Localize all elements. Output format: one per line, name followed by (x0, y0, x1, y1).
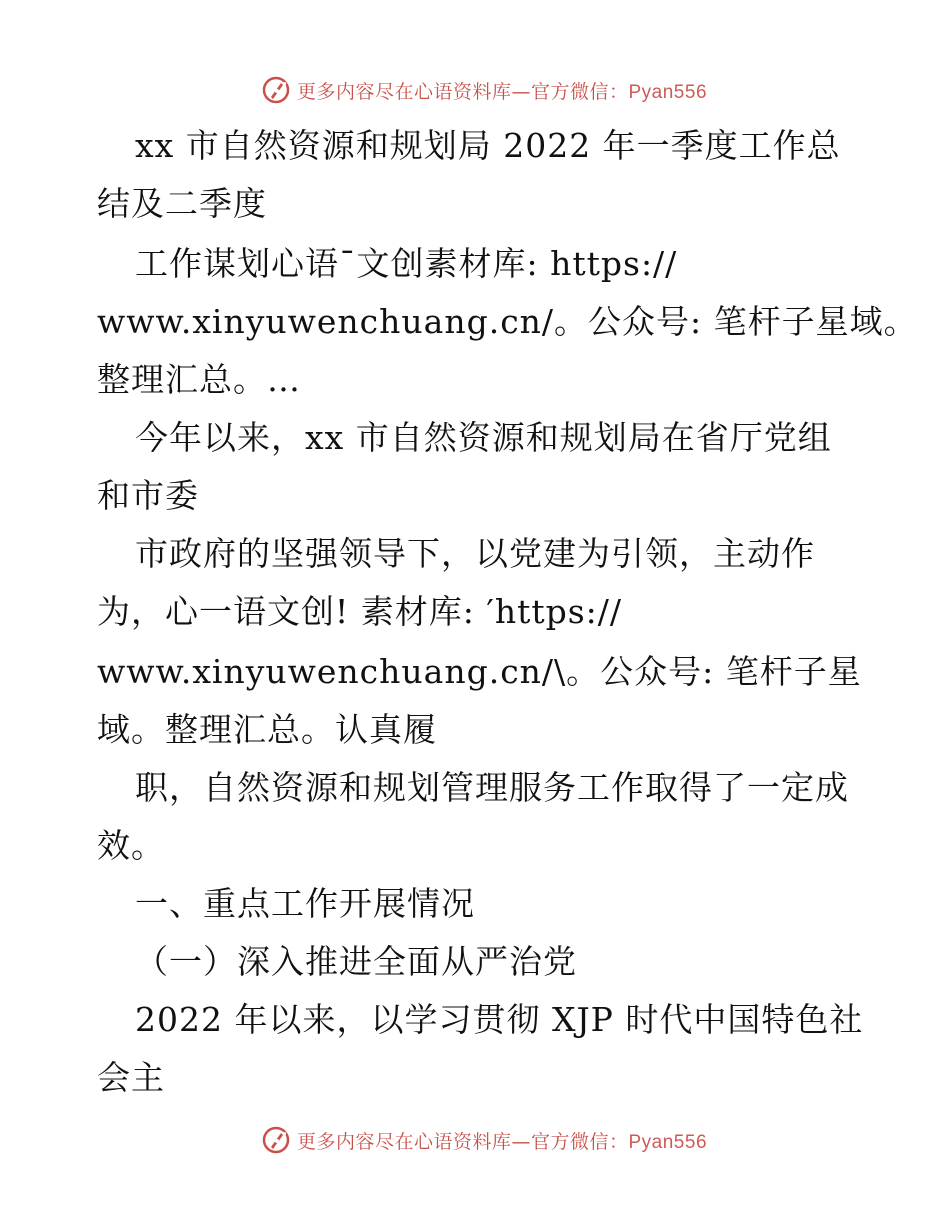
doc-line-13: 效。 (97, 826, 165, 865)
doc-line-9: 为，心一语文创! 素材库: ′https:// (97, 592, 623, 631)
doc-line-6: 今年以来，xx 市自然资源和规划局在省厅党组 (135, 418, 832, 457)
doc-line-4: www.xinyuwenchuang.cn/。公众号: 笔杆子星域。 (97, 302, 918, 341)
doc-line-1: xx 市自然资源和规划局 2022 年一季度工作总 (135, 126, 841, 165)
doc-line-17: 会主 (97, 1058, 165, 1097)
section-heading-1: 一、重点工作开展情况 (135, 884, 475, 923)
doc-line-10: www.xinyuwenchuang.cn/\。公众号: 笔杆子星 (97, 652, 862, 691)
doc-line-16: 2022 年以来，以学习贯彻 XJP 时代中国特色社 (135, 1000, 864, 1039)
doc-line-12: 职，自然资源和规划管理服务工作取得了一定成 (135, 768, 849, 807)
doc-line-3: 工作谋划心语¯文创素材库: https:// (135, 244, 678, 283)
footer-banner-text (297, 1127, 707, 1154)
footer-banner (0, 1120, 950, 1160)
doc-line-11: 域。整理汇总。认真履 (97, 710, 437, 749)
header-banner-inner (261, 75, 707, 105)
header-banner-handle: Pyan556 (628, 81, 708, 103)
doc-line-7: 和市委 (97, 476, 199, 515)
header-banner-label: 更多内容尽在心语资料库—官方微信： (296, 80, 629, 103)
header-banner (0, 70, 950, 110)
pen-nib-swirl-logo-icon (261, 1125, 291, 1155)
pen-nib-swirl-logo-icon (261, 75, 291, 105)
footer-banner-handle: Pyan556 (628, 1131, 708, 1153)
header-banner-text (297, 77, 707, 104)
subsection-heading-1: （一）深入推进全面从严治党 (135, 942, 577, 981)
footer-banner-label: 更多内容尽在心语资料库—官方微信： (296, 1130, 629, 1153)
doc-line-2: 结及二季度 (97, 184, 267, 223)
doc-line-8: 市政府的坚强领导下，以党建为引领，主动作 (135, 534, 815, 573)
doc-line-5: 整理汇总。… (97, 360, 301, 399)
footer-banner-inner (261, 1125, 707, 1155)
